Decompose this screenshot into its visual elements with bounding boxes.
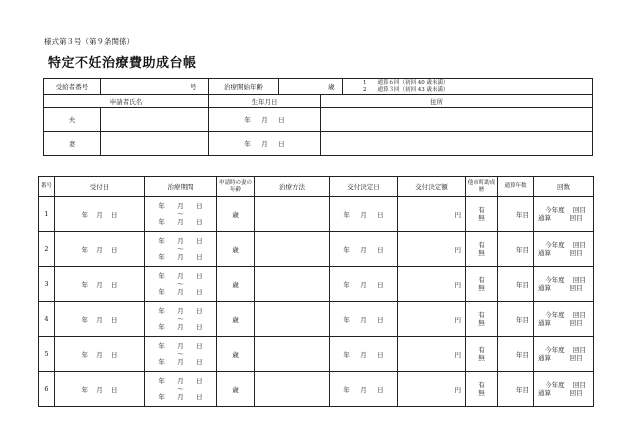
treatment-start-age-field[interactable]: [279, 79, 321, 95]
treatment-period-field[interactable]: [145, 232, 217, 267]
years-suffix: 年目: [516, 245, 529, 254]
age-unit: 歳: [232, 210, 239, 219]
age-field[interactable]: [217, 372, 255, 407]
fiscal-year-label: 今年度: [545, 240, 565, 249]
year-label: 年: [81, 210, 88, 219]
other-city-history-field[interactable]: [466, 197, 498, 232]
received-date-field[interactable]: [55, 302, 145, 337]
day-label: 日: [196, 306, 203, 315]
count-field[interactable]: [534, 232, 594, 267]
total-label: 通算: [538, 284, 551, 292]
yes-option[interactable]: 有: [478, 310, 485, 319]
years-suffix: 年目: [516, 350, 529, 359]
table-row: [39, 232, 594, 267]
treatment-period-field[interactable]: [145, 337, 217, 372]
amount-field[interactable]: [398, 302, 466, 337]
day-label: 日: [196, 236, 203, 245]
amount-field[interactable]: [398, 197, 466, 232]
count-field[interactable]: [534, 337, 594, 372]
month-label: 月: [360, 350, 367, 359]
page-title: 特定不妊治療費助成台帳: [48, 56, 197, 71]
day-label: 日: [196, 253, 203, 262]
row-number: 4: [39, 302, 55, 337]
times-label: 回目: [569, 249, 583, 257]
yen-unit: 円: [454, 280, 461, 289]
no-option[interactable]: 無: [478, 284, 485, 292]
header-count: 回数: [534, 177, 594, 197]
yes-option[interactable]: 有: [478, 380, 485, 389]
header-method: 治療方法: [255, 177, 330, 197]
total-label: 通算: [538, 214, 551, 222]
age-unit: 歳: [232, 245, 239, 254]
year-label: 年: [81, 245, 88, 254]
header-period: 治療期間: [145, 177, 217, 197]
month-label: 月: [261, 140, 268, 148]
month-label: 月: [360, 210, 367, 219]
day-label: 日: [111, 385, 118, 394]
yes-option[interactable]: 有: [478, 240, 485, 249]
day-label: 日: [196, 323, 203, 332]
wife-dob-field[interactable]: [209, 132, 321, 156]
age-unit: 歳: [232, 315, 239, 324]
row-number: 5: [39, 337, 55, 372]
header-other-city: 他市町助成歴: [466, 177, 498, 197]
fiscal-year-label: 今年度: [545, 345, 565, 354]
yes-option[interactable]: 有: [478, 345, 485, 354]
option-1: 1 通算６回（初回 40 歳未満）: [363, 79, 449, 86]
year-label: 年: [158, 201, 165, 210]
treatment-period-field[interactable]: [145, 372, 217, 407]
month-label: 月: [177, 376, 184, 385]
total-years-field[interactable]: [498, 197, 534, 232]
year-label: 年: [343, 315, 350, 324]
decision-date-field[interactable]: [330, 337, 398, 372]
day-label: 日: [111, 245, 118, 254]
treatment-method-field[interactable]: [255, 337, 330, 372]
treatment-period-field[interactable]: [145, 302, 217, 337]
other-city-history-field[interactable]: [466, 302, 498, 337]
day-label: 日: [196, 358, 203, 367]
tilde-separator: ～: [177, 384, 184, 393]
received-date-field[interactable]: [55, 337, 145, 372]
day-label: 日: [196, 341, 203, 350]
month-label: 月: [177, 306, 184, 315]
year-label: 年: [158, 358, 165, 367]
day-label: 日: [377, 210, 384, 219]
day-label: 日: [196, 201, 203, 210]
month-label: 月: [360, 385, 367, 394]
month-label: 月: [360, 280, 367, 289]
month-label: 月: [360, 315, 367, 324]
yes-option[interactable]: 有: [478, 275, 485, 284]
times-label: 回目: [569, 319, 583, 327]
year-label: 年: [81, 280, 88, 289]
age-field[interactable]: [217, 267, 255, 302]
age-unit: 歳: [232, 350, 239, 359]
treatment-method-field[interactable]: [255, 267, 330, 302]
other-city-history-field[interactable]: [466, 337, 498, 372]
treatment-method-field[interactable]: [255, 197, 330, 232]
tilde-separator: ～: [177, 209, 184, 218]
amount-field[interactable]: [398, 372, 466, 407]
day-label: 日: [377, 280, 384, 289]
yen-unit: 円: [454, 245, 461, 254]
no-option[interactable]: 無: [478, 214, 485, 222]
month-label: 月: [177, 341, 184, 350]
option-2: 2 通算３回（初回 43 歳未満）: [363, 86, 449, 93]
tilde-separator: ～: [177, 279, 184, 288]
yen-unit: 円: [454, 385, 461, 394]
month-label: 月: [360, 245, 367, 254]
no-option[interactable]: 無: [478, 249, 485, 257]
day-label: 日: [196, 393, 203, 402]
year-label: 年: [158, 306, 165, 315]
year-label: 年: [81, 350, 88, 359]
other-city-history-field[interactable]: [466, 267, 498, 302]
age-field[interactable]: [217, 232, 255, 267]
husband-address-field[interactable]: [321, 108, 593, 132]
header-amount: 交付決定額: [398, 177, 466, 197]
year-label: 年: [158, 271, 165, 280]
year-label: 年: [158, 288, 165, 297]
treatment-method-field[interactable]: [255, 302, 330, 337]
address-header: 住所: [321, 95, 593, 108]
month-label: 月: [96, 315, 103, 324]
times-label: 回目: [572, 345, 586, 354]
year-label: 年: [158, 218, 165, 227]
row-number: 2: [39, 232, 55, 267]
total-label: 通算: [538, 389, 551, 397]
total-years-field[interactable]: [498, 267, 534, 302]
husband-dob-field[interactable]: [209, 108, 321, 132]
wife-name-field[interactable]: [101, 132, 209, 156]
day-label: 日: [377, 385, 384, 394]
times-label: 回目: [572, 205, 586, 214]
year-label: 年: [81, 385, 88, 394]
years-suffix: 年目: [516, 385, 529, 394]
total-years-field[interactable]: [498, 232, 534, 267]
decision-date-field[interactable]: [330, 232, 398, 267]
month-label: 月: [96, 280, 103, 289]
year-label: 年: [158, 376, 165, 385]
treatment-method-field[interactable]: [255, 372, 330, 407]
table-row: [39, 302, 594, 337]
number-suffix: 号: [179, 79, 209, 95]
amount-field[interactable]: [398, 232, 466, 267]
month-label: 月: [177, 218, 184, 227]
ledger-table: [38, 176, 594, 407]
times-label: 回目: [569, 284, 583, 292]
age-unit: 歳: [232, 280, 239, 289]
month-label: 月: [177, 358, 184, 367]
age-unit: 歳: [232, 385, 239, 394]
header-received: 受付日: [55, 177, 145, 197]
table-row: [39, 337, 594, 372]
table-row: [39, 197, 594, 232]
month-label: 月: [96, 385, 103, 394]
form-number: 様式第３号（第９条関係）: [44, 37, 134, 46]
times-label: 回目: [569, 214, 583, 222]
day-label: 日: [196, 271, 203, 280]
year-label: 年: [158, 393, 165, 402]
count-field[interactable]: [534, 197, 594, 232]
month-label: 月: [177, 323, 184, 332]
tilde-separator: ～: [177, 314, 184, 323]
year-label: 年: [244, 116, 251, 124]
treatment-period-field[interactable]: [145, 267, 217, 302]
header-number: 番号: [39, 177, 55, 197]
other-city-history-field[interactable]: [466, 372, 498, 407]
dob-header: 生年月日: [209, 95, 321, 108]
treatment-period-field[interactable]: [145, 197, 217, 232]
day-label: 日: [111, 315, 118, 324]
decision-date-field[interactable]: [330, 372, 398, 407]
day-label: 日: [111, 350, 118, 359]
header-age: 申請時の妻の年齢: [217, 177, 255, 197]
tilde-separator: ～: [177, 244, 184, 253]
row-number: 1: [39, 197, 55, 232]
day-label: 日: [196, 218, 203, 227]
treatment-method-field[interactable]: [255, 232, 330, 267]
count-field[interactable]: [534, 372, 594, 407]
age-field[interactable]: [217, 337, 255, 372]
day-label: 日: [377, 315, 384, 324]
total-years-field[interactable]: [498, 337, 534, 372]
received-date-field[interactable]: [55, 267, 145, 302]
month-label: 月: [177, 236, 184, 245]
count-field[interactable]: [534, 302, 594, 337]
decision-date-field[interactable]: [330, 302, 398, 337]
month-label: 月: [96, 210, 103, 219]
age-field[interactable]: [217, 197, 255, 232]
no-option[interactable]: 無: [478, 354, 485, 362]
month-label: 月: [177, 253, 184, 262]
times-label: 回目: [569, 354, 583, 362]
years-suffix: 年目: [516, 315, 529, 324]
no-option[interactable]: 無: [478, 389, 485, 397]
day-label: 日: [278, 116, 285, 124]
year-label: 年: [343, 245, 350, 254]
month-label: 月: [261, 116, 268, 124]
age-field[interactable]: [217, 302, 255, 337]
year-label: 年: [158, 323, 165, 332]
other-city-history-field[interactable]: [466, 232, 498, 267]
fiscal-year-label: 今年度: [545, 275, 565, 284]
received-date-field[interactable]: [55, 372, 145, 407]
decision-date-field[interactable]: [330, 267, 398, 302]
years-suffix: 年目: [516, 280, 529, 289]
count-field[interactable]: [534, 267, 594, 302]
amount-field[interactable]: [398, 337, 466, 372]
month-label: 月: [177, 201, 184, 210]
times-label: 回目: [572, 240, 586, 249]
row-number: 3: [39, 267, 55, 302]
recipient-number-label: 受給者番号: [44, 79, 101, 95]
wife-address-field[interactable]: [321, 132, 593, 156]
total-label: 通算: [538, 354, 551, 362]
no-option[interactable]: 無: [478, 319, 485, 327]
day-label: 日: [111, 210, 118, 219]
husband-label: 夫: [44, 108, 101, 132]
yes-option[interactable]: 有: [478, 205, 485, 214]
day-label: 日: [196, 288, 203, 297]
husband-name-field[interactable]: [101, 108, 209, 132]
years-suffix: 年目: [516, 210, 529, 219]
header-total-years: 通算年数: [498, 177, 534, 197]
table-row: [39, 372, 594, 407]
yen-unit: 円: [454, 315, 461, 324]
yen-unit: 円: [454, 210, 461, 219]
year-label: 年: [343, 385, 350, 394]
year-label: 年: [158, 253, 165, 262]
year-label: 年: [343, 350, 350, 359]
applicant-name-header: 申請者氏名: [44, 95, 209, 108]
times-label: 回目: [572, 310, 586, 319]
day-label: 日: [377, 350, 384, 359]
table-row: [39, 267, 594, 302]
year-label: 年: [343, 280, 350, 289]
day-label: 日: [278, 140, 285, 148]
year-label: 年: [158, 341, 165, 350]
tilde-separator: ～: [177, 349, 184, 358]
total-years-field[interactable]: [498, 302, 534, 337]
received-date-field[interactable]: [55, 197, 145, 232]
times-label: 回目: [572, 275, 586, 284]
received-date-field[interactable]: [55, 232, 145, 267]
month-label: 月: [96, 245, 103, 254]
total-label: 通算: [538, 319, 551, 327]
year-label: 年: [343, 210, 350, 219]
day-label: 日: [196, 376, 203, 385]
fiscal-year-label: 今年度: [545, 205, 565, 214]
treatment-start-age-label: 治療開始年齢: [209, 79, 279, 95]
yen-unit: 円: [454, 350, 461, 359]
times-label: 回目: [569, 389, 583, 397]
year-label: 年: [81, 315, 88, 324]
applicant-info-table: [43, 78, 593, 156]
decision-date-field[interactable]: [330, 197, 398, 232]
month-label: 月: [177, 271, 184, 280]
day-label: 日: [111, 280, 118, 289]
fiscal-year-label: 今年度: [545, 310, 565, 319]
month-label: 月: [177, 288, 184, 297]
recipient-number-field[interactable]: [101, 79, 179, 95]
total-years-field[interactable]: [498, 372, 534, 407]
times-label: 回目: [572, 380, 586, 389]
amount-field[interactable]: [398, 267, 466, 302]
row-number: 6: [39, 372, 55, 407]
age-unit: 歳: [321, 79, 343, 95]
day-label: 日: [377, 245, 384, 254]
wife-label: 妻: [44, 132, 101, 156]
year-label: 年: [158, 236, 165, 245]
header-decision-date: 交付決定日: [330, 177, 398, 197]
month-label: 月: [177, 393, 184, 402]
eligibility-options[interactable]: [343, 79, 593, 95]
year-label: 年: [244, 140, 251, 148]
fiscal-year-label: 今年度: [545, 380, 565, 389]
month-label: 月: [96, 350, 103, 359]
total-label: 通算: [538, 249, 551, 257]
